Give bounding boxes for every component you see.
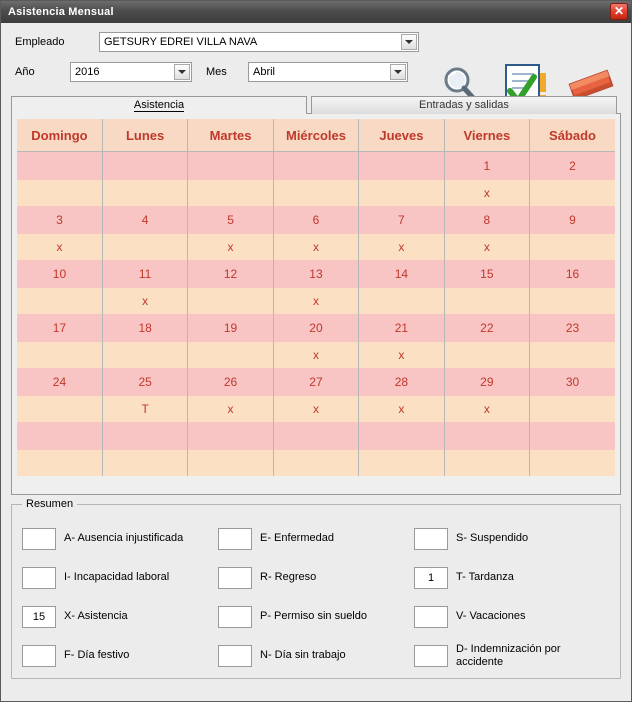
resumen-group [11, 498, 621, 679]
calendar-mark[interactable] [102, 180, 187, 206]
resumen-item-ausencia-injustificada [22, 528, 218, 550]
resumen-item-tardanza [414, 567, 610, 589]
anio-label: Año [15, 66, 35, 78]
resumen-value[interactable] [218, 528, 252, 550]
calendar-week-3-days [17, 260, 615, 288]
calendar-day[interactable] [17, 152, 102, 181]
calendar-header-domingo: Domingo [17, 119, 102, 152]
resumen-label: P- Permiso sin sueldo [260, 610, 367, 622]
calendar-week-5-marks [17, 396, 615, 422]
calendar-mark[interactable] [359, 288, 444, 314]
title-bar [1, 1, 631, 23]
calendar-mark[interactable] [102, 450, 187, 476]
calendar-mark[interactable]: x [273, 342, 358, 368]
calendar-mark[interactable] [359, 180, 444, 206]
resumen-value[interactable] [218, 567, 252, 589]
attendance-calendar [17, 119, 615, 476]
calendar-day[interactable]: 12 [188, 260, 273, 288]
calendar-day[interactable]: 1 [444, 152, 529, 181]
calendar-mark[interactable]: x [444, 234, 529, 260]
resumen-label: F- Día festivo [64, 649, 130, 661]
tab-container [11, 95, 621, 496]
calendar-mark[interactable] [530, 180, 615, 206]
calendar-header-jueves: Jueves [359, 119, 444, 152]
calendar-week-2-marks [17, 234, 615, 260]
resumen-label: T- Tardanza [456, 571, 514, 583]
tab-asistencia-label: Asistencia [133, 99, 185, 111]
calendar-week-4-marks [17, 342, 615, 368]
calendar-day[interactable]: 23 [530, 314, 615, 342]
resumen-value[interactable] [22, 645, 56, 667]
empleado-select[interactable] [99, 32, 419, 52]
calendar-day[interactable] [359, 422, 444, 450]
calendar-day[interactable]: 25 [102, 368, 187, 396]
resumen-value[interactable] [218, 606, 252, 628]
anio-selected-value: 2016 [75, 66, 100, 78]
calendar-day[interactable]: 14 [359, 260, 444, 288]
resumen-label: N- Día sin trabajo [260, 649, 346, 661]
calendar-day[interactable]: 6 [273, 206, 358, 234]
calendar-mark[interactable]: x [273, 396, 358, 422]
calendar-header-row [17, 119, 615, 152]
tab-entradas-salidas[interactable] [311, 96, 617, 114]
calendar-day[interactable] [102, 152, 187, 181]
calendar-mark[interactable]: x [17, 234, 102, 260]
resumen-label: E- Enfermedad [260, 532, 334, 544]
calendar-mark[interactable]: x [444, 180, 529, 206]
calendar-mark[interactable] [17, 180, 102, 206]
calendar-week-1-marks [17, 180, 615, 206]
resumen-label: A- Ausencia injustificada [64, 532, 184, 544]
calendar-mark[interactable] [188, 342, 273, 368]
tab-strip [11, 95, 621, 114]
calendar-day[interactable] [530, 422, 615, 450]
resumen-label: I- Incapacidad laboral [64, 571, 170, 583]
calendar-day[interactable] [359, 152, 444, 181]
calendar-mark[interactable] [273, 180, 358, 206]
calendar-day[interactable]: 5 [188, 206, 273, 234]
calendar-day[interactable]: 9 [530, 206, 615, 234]
resumen-value[interactable] [414, 645, 448, 667]
calendar-mark[interactable]: x [188, 234, 273, 260]
calendar-mark[interactable] [188, 180, 273, 206]
empleado-row [15, 31, 621, 53]
calendar-mark[interactable] [444, 288, 529, 314]
resumen-value[interactable] [414, 606, 448, 628]
calendar-day[interactable]: 19 [188, 314, 273, 342]
calendar-mark[interactable] [188, 450, 273, 476]
calendar-mark[interactable] [102, 234, 187, 260]
calendar-mark[interactable] [530, 288, 615, 314]
chevron-down-icon[interactable] [401, 34, 417, 50]
resumen-value[interactable] [22, 567, 56, 589]
resumen-legend: Resumen [22, 498, 77, 510]
resumen-value[interactable]: 15 [22, 606, 56, 628]
calendar-day[interactable]: 28 [359, 368, 444, 396]
anio-select[interactable] [70, 62, 192, 82]
calendar-day[interactable]: 4 [102, 206, 187, 234]
resumen-item-enfermedad [218, 528, 414, 550]
mes-selected-value: Abril [253, 66, 276, 78]
calendar-header-martes: Martes [188, 119, 273, 152]
calendar-mark[interactable]: x [359, 234, 444, 260]
calendar-mark[interactable]: x [444, 396, 529, 422]
calendar-day[interactable] [17, 422, 102, 450]
filter-form [1, 23, 631, 95]
resumen-label: X- Asistencia [64, 610, 128, 622]
calendar-mark[interactable] [359, 450, 444, 476]
calendar-day[interactable]: 21 [359, 314, 444, 342]
resumen-item-suspendido [414, 528, 610, 550]
calendar-mark[interactable] [530, 450, 615, 476]
calendar-week-2-days [17, 206, 615, 234]
chevron-down-icon[interactable] [174, 64, 190, 80]
calendar-header-miercoles: Miércoles [273, 119, 358, 152]
calendar-week-3-marks [17, 288, 615, 314]
calendar-day[interactable]: 10 [17, 260, 102, 288]
close-button[interactable]: ✕ [610, 3, 628, 20]
calendar-day[interactable] [444, 422, 529, 450]
calendar-mark[interactable] [530, 396, 615, 422]
calendar-mark[interactable]: x [359, 396, 444, 422]
resumen-item-dia-festivo [22, 645, 218, 667]
calendar-day[interactable] [273, 422, 358, 450]
calendar-week-6-days [17, 422, 615, 450]
resumen-label: R- Regreso [260, 571, 317, 583]
calendar-mark[interactable] [17, 288, 102, 314]
resumen-grid [22, 519, 610, 675]
calendar-mark[interactable]: T [102, 396, 187, 422]
resumen-item-incapacidad-laboral [22, 567, 218, 589]
calendar-day[interactable]: 22 [444, 314, 529, 342]
calendar-day[interactable] [273, 152, 358, 181]
empleado-selected-value: GETSURY EDREI VILLA NAVA [104, 36, 258, 48]
tab-entradas-salidas-label: Entradas y salidas [419, 99, 509, 111]
calendar-mark[interactable] [530, 234, 615, 260]
calendar-day[interactable]: 3 [17, 206, 102, 234]
calendar-mark[interactable] [444, 450, 529, 476]
window-title: Asistencia Mensual [8, 6, 114, 18]
calendar-mark[interactable] [273, 450, 358, 476]
calendar-day[interactable]: 15 [444, 260, 529, 288]
asistencia-panel [11, 113, 621, 495]
calendar-mark[interactable] [17, 450, 102, 476]
empleado-label: Empleado [15, 36, 65, 48]
resumen-value[interactable]: 1 [414, 567, 448, 589]
resumen-value[interactable] [22, 528, 56, 550]
resumen-item-dia-sin-trabajo [218, 645, 414, 667]
calendar-week-4-days [17, 314, 615, 342]
calendar-day[interactable]: 18 [102, 314, 187, 342]
tab-asistencia[interactable] [11, 96, 307, 114]
mes-select[interactable] [248, 62, 408, 82]
resumen-value[interactable] [218, 645, 252, 667]
resumen-label: D- Indemnización por accidente [456, 642, 561, 668]
calendar-day[interactable] [102, 422, 187, 450]
calendar-day[interactable]: 27 [273, 368, 358, 396]
calendar-day[interactable] [188, 152, 273, 181]
calendar-day[interactable]: 13 [273, 260, 358, 288]
calendar-mark[interactable]: x [188, 396, 273, 422]
calendar-day[interactable]: 24 [17, 368, 102, 396]
resumen-item-vacaciones [414, 606, 610, 628]
calendar-mark[interactable]: x [102, 288, 187, 314]
resumen-item-indemnizacion-accidente [414, 643, 610, 669]
calendar-mark[interactable]: x [273, 234, 358, 260]
mes-label: Mes [206, 66, 227, 78]
calendar-mark[interactable] [102, 342, 187, 368]
resumen-label: S- Suspendido [456, 532, 529, 544]
calendar-day[interactable]: 11 [102, 260, 187, 288]
calendar-day[interactable]: 29 [444, 368, 529, 396]
calendar-mark[interactable] [530, 342, 615, 368]
calendar-day[interactable]: 8 [444, 206, 529, 234]
calendar-week-5-days [17, 368, 615, 396]
calendar-mark[interactable]: x [273, 288, 358, 314]
resumen-item-permiso-sin-sueldo [218, 606, 414, 628]
calendar-body [17, 152, 615, 477]
resumen-value[interactable] [414, 528, 448, 550]
calendar-mark[interactable] [444, 342, 529, 368]
calendar-day[interactable]: 7 [359, 206, 444, 234]
calendar-mark[interactable] [17, 342, 102, 368]
calendar-week-6-marks [17, 450, 615, 476]
calendar-day[interactable]: 16 [530, 260, 615, 288]
calendar-day[interactable]: 20 [273, 314, 358, 342]
calendar-mark[interactable] [188, 288, 273, 314]
resumen-item-asistencia [22, 606, 218, 628]
calendar-week-1-days [17, 152, 615, 181]
calendar-header-lunes: Lunes [102, 119, 187, 152]
resumen-item-regreso [218, 567, 414, 589]
calendar-day[interactable] [188, 422, 273, 450]
calendar-day[interactable]: 30 [530, 368, 615, 396]
resumen-label: V- Vacaciones [456, 610, 526, 622]
calendar-mark[interactable] [17, 396, 102, 422]
calendar-mark[interactable]: x [359, 342, 444, 368]
calendar-day[interactable]: 26 [188, 368, 273, 396]
calendar-day[interactable]: 2 [530, 152, 615, 181]
calendar-day[interactable]: 17 [17, 314, 102, 342]
calendar-header-sabado: Sábado [530, 119, 615, 152]
calendar-header-viernes: Viernes [444, 119, 529, 152]
chevron-down-icon[interactable] [390, 64, 406, 80]
